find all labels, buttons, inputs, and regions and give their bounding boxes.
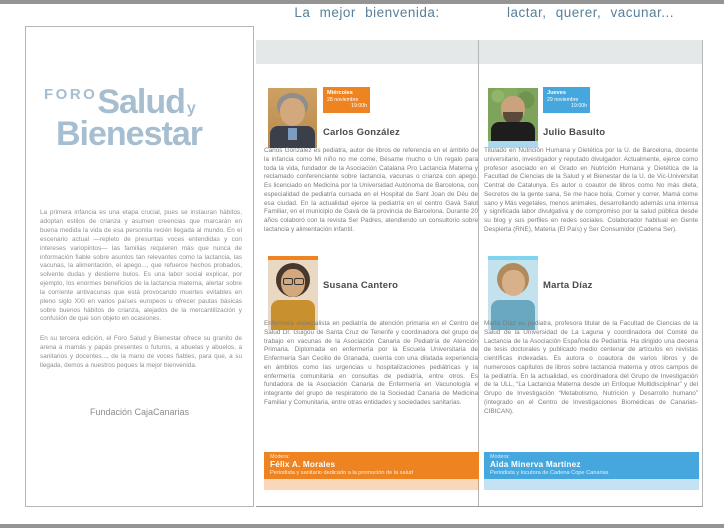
badge-day: Jueves bbox=[547, 90, 566, 96]
sidebar-panel bbox=[25, 26, 254, 507]
moderator-label: Modera: bbox=[270, 454, 290, 460]
logo-line-1 bbox=[44, 85, 244, 119]
speaker-photo-susana-cantero bbox=[268, 256, 318, 330]
moderator-name: Aida Minerva Martínez bbox=[490, 460, 581, 470]
photo-face bbox=[502, 270, 525, 296]
photo-face bbox=[280, 98, 305, 126]
moderator-box-shadow bbox=[484, 479, 699, 490]
logo-y-text: y bbox=[186, 100, 196, 117]
title-right: lactar, querer, vacunar... bbox=[506, 4, 675, 20]
moderator-box-thursday bbox=[484, 452, 699, 479]
intro-paragraph-1: La primera infancia es una etapa crucial, pues se instauran hábitos, adoptan estilos de crianza y asumen creencias que marcarán en buena medida la vida de esa personita recién llegada al mundo. En el escenario actual —repleto de presuntas voces entendidas y con intereses variopintos— las familias requieren más que nunca de información fiable sobre asuntos tan relevantes como la lactancia, las vacunas, la alimentación, el apego..., que refuerce hechos probados, solvente dudas y destierre bulos. Es una labor social explicar, por ejemplo, los enormes beneficios de la lactancia materna, alertar sobre la corriente antivacunas que está provocando muertes evitables en pleno siglo XXI en varios países europeos u ofrecer pautas básicas sobre buenos hábitos de crianza, alejados de la mercantilización y confusión de que son objeto en ocasiones. bbox=[40, 209, 242, 323]
logo-bienestar-text: Bienestar bbox=[56, 115, 202, 153]
session-badge-wednesday bbox=[323, 87, 370, 113]
organizer-name: Fundación CajaCanarias bbox=[89, 407, 190, 417]
speaker-photo-marta-diaz bbox=[488, 256, 538, 330]
title-band bbox=[256, 40, 702, 64]
photo-top-bar bbox=[488, 256, 538, 260]
moderator-label: Modera: bbox=[490, 454, 510, 460]
badge-date: 28 noviembre bbox=[327, 96, 359, 103]
photo-shirt bbox=[288, 128, 297, 140]
intro-paragraph-2: En su tercera edición, el Foro Salud y Bienestar ofrece su granito de arena a mamás y papás presentes o futuros, a abuelas y abuelos, a sanitarios y docentes..., de la mano de voces fiables, para que, a su llegada, demos a nuestros peques la mejor bienvenida. bbox=[40, 335, 242, 369]
photo-top-bar bbox=[268, 256, 318, 260]
speaker-bio-marta-diaz: Marta Díaz es pediatra, profesora titular de la Facultad de Ciencias de la Salud de la Universidad de La Laguna y coordinadora del Comité de Lactancia de la Asociación Española de Pediatría. Ha dirigido una decena de tesis doctorales y publicado medio centenar de artículos en revistas científicas indexadas. Es autora o coautora de varios libros y de numerosos capítulos de libros sobre lactancia materna y otros campos de la pediatría. En la actualidad, es coordinadora del Grupo de Investigación de la ULL, “La Lactancia Materna desde un Enfoque Multidisciplinar” y del Grupo de Investigación “Metabolismo, Nutrición y Desarrollo humano” (integrado en el Centro de Investigaciones Biomédicas de Canarias-CIBICAN). bbox=[484, 320, 698, 415]
moderator-description: Periodista y sanitario dedicado a la promoción de la salud bbox=[270, 470, 414, 477]
logo-foro-text: FORO bbox=[44, 86, 98, 103]
badge-date: 29 noviembre bbox=[547, 96, 579, 103]
page-bottom-edge bbox=[0, 524, 724, 528]
speaker-photo-julio-basulto bbox=[488, 88, 538, 148]
badge-time: 19:00h bbox=[571, 103, 587, 110]
badge-time: 19:00h bbox=[351, 103, 367, 110]
badge-day: Miércoles bbox=[327, 90, 353, 96]
photo-body bbox=[491, 122, 535, 142]
speaker-bio-susana-cantero: Enfermera especialista en pediatría de atención primaria en el Centro de Salud Dr. Guigou de Santa Cruz de Tenerife y coordinadora del grupo de trabajo en vacunas de la Asociación Canaria de Pediatría de Atención Primaria. Diplomada en enfermería por la Escuela Universitaria de Enfermería San Cecilio de Granada, cuenta con una dilatada experiencia en ámbitos como las urgencias u hospitalizaciones pediátricas y la enfermería comunitaria en consultas de pediatría, entre otros. Es fundadora de la Asociación Canaria de Enfermería en Vacunología e integrante del grupo de respiratorio de la Sociedad Canaria de Medicina Familiar y Comunitaria, entre otras entidades y sociedades sanitarias. bbox=[264, 320, 478, 406]
speaker-photo-carlos-gonzalez bbox=[268, 88, 317, 148]
speaker-name-carlos-gonzalez: Carlos González bbox=[323, 127, 400, 138]
speaker-bio-julio-basulto: Titulado en Nutrición Humana y Dietética por la U. de Barcelona, docente universitario, investigador y reputado divulgador. Actualmente, ejerce como profesor asociado en el Grado en Nutrición Humana y Dietética de la Facultad de Ciencias de la Salud y el Bienestar de la U. de Vic-Universitat Central de Catalunya. Es autor o coautor de libros como No más dieta, Secretos de la gente sana, Se me hace bola, Comer y correr, Mamá come sano y Más vegetales, menos animales, desarrollando además una intensa y significada labor divulgativa y de compromiso por la salud pública desde su blog y sus perfiles en redes sociales. Colaborador habitual en Gente Despierta (RNE), Materia (El País) y Ser Consumidor (Cadena Ser). bbox=[484, 147, 698, 233]
moderator-description: Periodista y locutora de Cadena Cope Canarias bbox=[490, 470, 609, 477]
session-badge-thursday bbox=[543, 87, 590, 113]
moderator-name: Félix A. Morales bbox=[270, 460, 336, 470]
photo-glasses-right bbox=[294, 278, 304, 285]
bottom-border bbox=[256, 506, 703, 507]
logo-salud-text: Salud bbox=[97, 83, 185, 121]
column-divider bbox=[478, 40, 479, 507]
speaker-name-susana-cantero: Susana Cantero bbox=[323, 280, 399, 291]
speaker-name-marta-diaz: Marta Díaz bbox=[543, 280, 593, 291]
moderator-box-shadow bbox=[264, 479, 479, 490]
photo-glasses-left bbox=[283, 278, 293, 285]
title-left: La mejor bienvenida: bbox=[294, 4, 440, 20]
speaker-bio-carlos-gonzalez: Carlos González es pediatra, autor de libros de referencia en el ámbito de la infancia como Mi niño no me come, Bésame mucho o Un regalo para toda la vida, fundador de la Asociación Catalana Pro Lactancia Materna y reclamado conferenciante sobre lactancia, vacunas o crianza con apego. Es licenciado en Medicina por la Universidad Autónoma de Barcelona, con especialidad de pediatría cursada en el Hospital de Sant Joan de Déu de esa ciudad. En la actualidad ejerce la pediatría en el centro Gavà Salut Familiar, en el municipio de Gavà de la provincia de Barcelona. Durante 20 años colaboró con la revista Ser Padres, atendiendo un consultorio sobre lactancia y alimentación infantil. bbox=[264, 147, 478, 233]
foro-salud-bienestar-logo bbox=[44, 85, 244, 151]
right-border bbox=[702, 40, 703, 507]
speaker-name-julio-basulto: Julio Basulto bbox=[543, 127, 606, 138]
moderator-box-wednesday bbox=[264, 452, 479, 479]
